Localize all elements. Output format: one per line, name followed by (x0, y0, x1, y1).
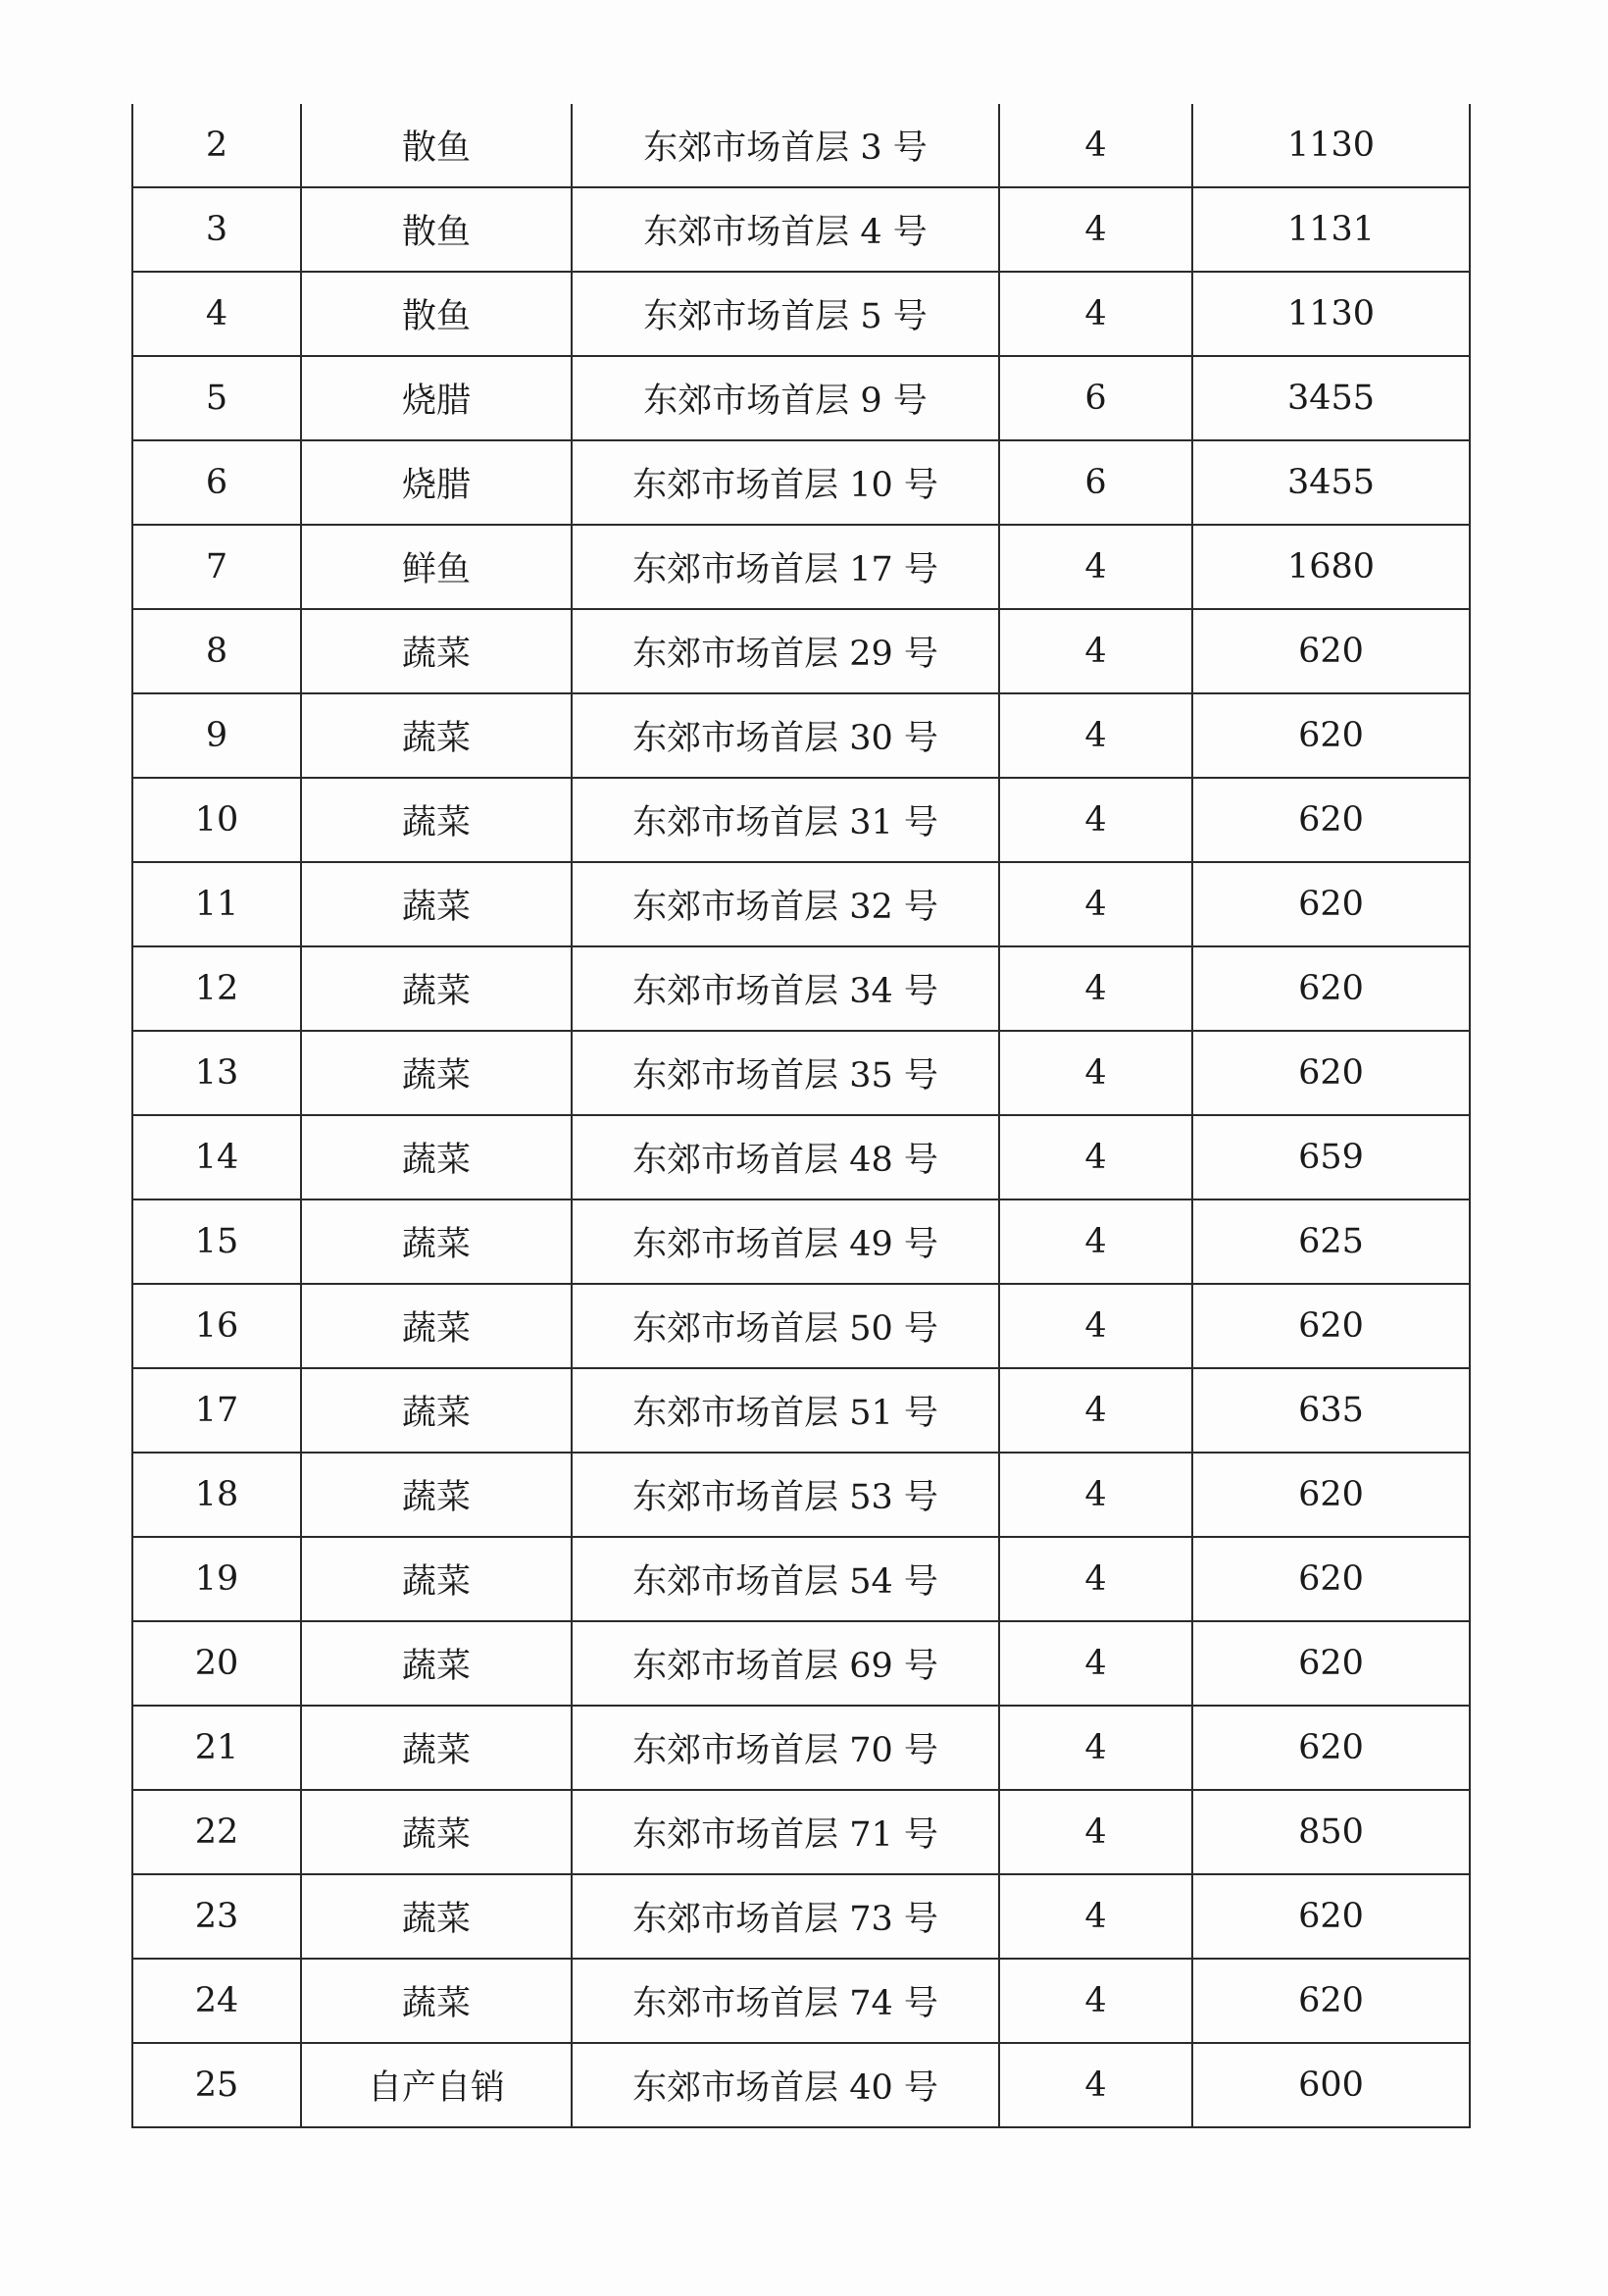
stall-type-cell: 蔬菜 (301, 609, 572, 693)
amount-cell: 620 (1192, 1874, 1470, 1959)
amount-cell: 620 (1192, 946, 1470, 1031)
stall-location-cell: 东郊市场首层 32 号 (572, 862, 999, 946)
stall-type-cell: 蔬菜 (301, 693, 572, 778)
stall-area-cell: 4 (999, 1959, 1192, 2043)
stall-area-cell: 6 (999, 440, 1192, 525)
row-index-cell: 17 (132, 1368, 301, 1453)
stall-location-cell: 东郊市场首层 10 号 (572, 440, 999, 525)
stall-type-cell: 蔬菜 (301, 862, 572, 946)
stall-type-cell: 蔬菜 (301, 1621, 572, 1706)
stall-type-cell: 散鱼 (301, 272, 572, 356)
amount-cell: 850 (1192, 1790, 1470, 1874)
stall-location-cell: 东郊市场首层 48 号 (572, 1115, 999, 1199)
amount-cell: 620 (1192, 1621, 1470, 1706)
stall-location-cell: 东郊市场首层 30 号 (572, 693, 999, 778)
stall-location-cell: 东郊市场首层 53 号 (572, 1453, 999, 1537)
row-index-cell: 15 (132, 1199, 301, 1284)
stall-area-cell: 4 (999, 104, 1192, 187)
stall-area-cell: 4 (999, 609, 1192, 693)
row-index-cell: 18 (132, 1453, 301, 1537)
table-row (132, 1031, 1470, 1115)
stall-location-cell: 东郊市场首层 34 号 (572, 946, 999, 1031)
amount-cell: 635 (1192, 1368, 1470, 1453)
stall-area-cell: 4 (999, 525, 1192, 609)
stall-type-cell: 鲜鱼 (301, 525, 572, 609)
table-row (132, 1706, 1470, 1790)
row-index-cell: 4 (132, 272, 301, 356)
stall-table (131, 104, 1471, 2128)
table-body (132, 104, 1470, 2127)
table-row (132, 1115, 1470, 1199)
table-row (132, 2043, 1470, 2127)
amount-cell: 620 (1192, 862, 1470, 946)
amount-cell: 620 (1192, 609, 1470, 693)
stall-area-cell: 4 (999, 946, 1192, 1031)
amount-cell: 625 (1192, 1199, 1470, 1284)
stall-location-cell: 东郊市场首层 31 号 (572, 778, 999, 862)
row-index-cell: 6 (132, 440, 301, 525)
row-index-cell: 2 (132, 104, 301, 187)
stall-type-cell: 散鱼 (301, 104, 572, 187)
stall-location-cell: 东郊市场首层 40 号 (572, 2043, 999, 2127)
stall-area-cell: 4 (999, 693, 1192, 778)
amount-cell: 620 (1192, 1031, 1470, 1115)
stall-type-cell: 自产自销 (301, 2043, 572, 2127)
table-row (132, 104, 1470, 187)
stall-type-cell: 蔬菜 (301, 1959, 572, 2043)
stall-area-cell: 4 (999, 1621, 1192, 1706)
row-index-cell: 24 (132, 1959, 301, 2043)
stall-location-cell: 东郊市场首层 29 号 (572, 609, 999, 693)
table-row (132, 862, 1470, 946)
amount-cell: 3455 (1192, 440, 1470, 525)
stall-type-cell: 蔬菜 (301, 1537, 572, 1621)
table-row (132, 946, 1470, 1031)
row-index-cell: 16 (132, 1284, 301, 1368)
stall-area-cell: 4 (999, 2043, 1192, 2127)
stall-location-cell: 东郊市场首层 35 号 (572, 1031, 999, 1115)
table-row (132, 778, 1470, 862)
stall-area-cell: 4 (999, 1368, 1192, 1453)
amount-cell: 620 (1192, 1284, 1470, 1368)
stall-area-cell: 4 (999, 1453, 1192, 1537)
amount-cell: 1131 (1192, 187, 1470, 272)
stall-area-cell: 4 (999, 1874, 1192, 1959)
row-index-cell: 10 (132, 778, 301, 862)
stall-location-cell: 东郊市场首层 9 号 (572, 356, 999, 440)
row-index-cell: 23 (132, 1874, 301, 1959)
row-index-cell: 12 (132, 946, 301, 1031)
stall-location-cell: 东郊市场首层 70 号 (572, 1706, 999, 1790)
stall-type-cell: 蔬菜 (301, 1031, 572, 1115)
table-row (132, 272, 1470, 356)
amount-cell: 1130 (1192, 104, 1470, 187)
stall-type-cell: 烧腊 (301, 440, 572, 525)
stall-location-cell: 东郊市场首层 17 号 (572, 525, 999, 609)
stall-type-cell: 蔬菜 (301, 1790, 572, 1874)
stall-type-cell: 蔬菜 (301, 1453, 572, 1537)
row-index-cell: 13 (132, 1031, 301, 1115)
stall-type-cell: 散鱼 (301, 187, 572, 272)
stall-location-cell: 东郊市场首层 51 号 (572, 1368, 999, 1453)
amount-cell: 620 (1192, 1959, 1470, 2043)
table-row (132, 1621, 1470, 1706)
table-row (132, 1537, 1470, 1621)
stall-type-cell: 蔬菜 (301, 1115, 572, 1199)
stall-area-cell: 4 (999, 778, 1192, 862)
stall-location-cell: 东郊市场首层 4 号 (572, 187, 999, 272)
stall-type-cell: 蔬菜 (301, 1706, 572, 1790)
table-row (132, 1453, 1470, 1537)
amount-cell: 620 (1192, 1537, 1470, 1621)
stall-area-cell: 4 (999, 187, 1192, 272)
row-index-cell: 11 (132, 862, 301, 946)
stall-location-cell: 东郊市场首层 5 号 (572, 272, 999, 356)
stall-location-cell: 东郊市场首层 49 号 (572, 1199, 999, 1284)
stall-location-cell: 东郊市场首层 69 号 (572, 1621, 999, 1706)
amount-cell: 620 (1192, 778, 1470, 862)
row-index-cell: 9 (132, 693, 301, 778)
amount-cell: 1130 (1192, 272, 1470, 356)
stall-location-cell: 东郊市场首层 73 号 (572, 1874, 999, 1959)
stall-area-cell: 4 (999, 862, 1192, 946)
row-index-cell: 22 (132, 1790, 301, 1874)
stall-area-cell: 4 (999, 1284, 1192, 1368)
stall-area-cell: 4 (999, 1115, 1192, 1199)
row-index-cell: 25 (132, 2043, 301, 2127)
stall-location-cell: 东郊市场首层 74 号 (572, 1959, 999, 2043)
amount-cell: 620 (1192, 1453, 1470, 1537)
amount-cell: 3455 (1192, 356, 1470, 440)
amount-cell: 620 (1192, 693, 1470, 778)
table-row (132, 440, 1470, 525)
stall-area-cell: 4 (999, 272, 1192, 356)
amount-cell: 659 (1192, 1115, 1470, 1199)
table-row (132, 187, 1470, 272)
table-row (132, 1959, 1470, 2043)
stall-type-cell: 蔬菜 (301, 778, 572, 862)
stall-area-cell: 6 (999, 356, 1192, 440)
row-index-cell: 20 (132, 1621, 301, 1706)
amount-cell: 620 (1192, 1706, 1470, 1790)
table-row (132, 356, 1470, 440)
stall-location-cell: 东郊市场首层 3 号 (572, 104, 999, 187)
table-row (132, 1284, 1470, 1368)
amount-cell: 600 (1192, 2043, 1470, 2127)
stall-type-cell: 蔬菜 (301, 1199, 572, 1284)
stall-location-cell: 东郊市场首层 54 号 (572, 1537, 999, 1621)
stall-type-cell: 蔬菜 (301, 1284, 572, 1368)
table-row (132, 1199, 1470, 1284)
row-index-cell: 3 (132, 187, 301, 272)
table-row (132, 1874, 1470, 1959)
stall-area-cell: 4 (999, 1031, 1192, 1115)
stall-type-cell: 蔬菜 (301, 946, 572, 1031)
table-row (132, 609, 1470, 693)
stall-area-cell: 4 (999, 1706, 1192, 1790)
stall-location-cell: 东郊市场首层 50 号 (572, 1284, 999, 1368)
row-index-cell: 14 (132, 1115, 301, 1199)
stall-area-cell: 4 (999, 1790, 1192, 1874)
table-row (132, 693, 1470, 778)
stall-area-cell: 4 (999, 1537, 1192, 1621)
table-row (132, 525, 1470, 609)
table-row (132, 1790, 1470, 1874)
table-row (132, 1368, 1470, 1453)
row-index-cell: 19 (132, 1537, 301, 1621)
row-index-cell: 5 (132, 356, 301, 440)
stall-area-cell: 4 (999, 1199, 1192, 1284)
stall-type-cell: 蔬菜 (301, 1368, 572, 1453)
stall-type-cell: 烧腊 (301, 356, 572, 440)
row-index-cell: 8 (132, 609, 301, 693)
row-index-cell: 7 (132, 525, 301, 609)
row-index-cell: 21 (132, 1706, 301, 1790)
stall-table-container (131, 104, 1469, 2128)
amount-cell: 1680 (1192, 525, 1470, 609)
stall-location-cell: 东郊市场首层 71 号 (572, 1790, 999, 1874)
stall-type-cell: 蔬菜 (301, 1874, 572, 1959)
